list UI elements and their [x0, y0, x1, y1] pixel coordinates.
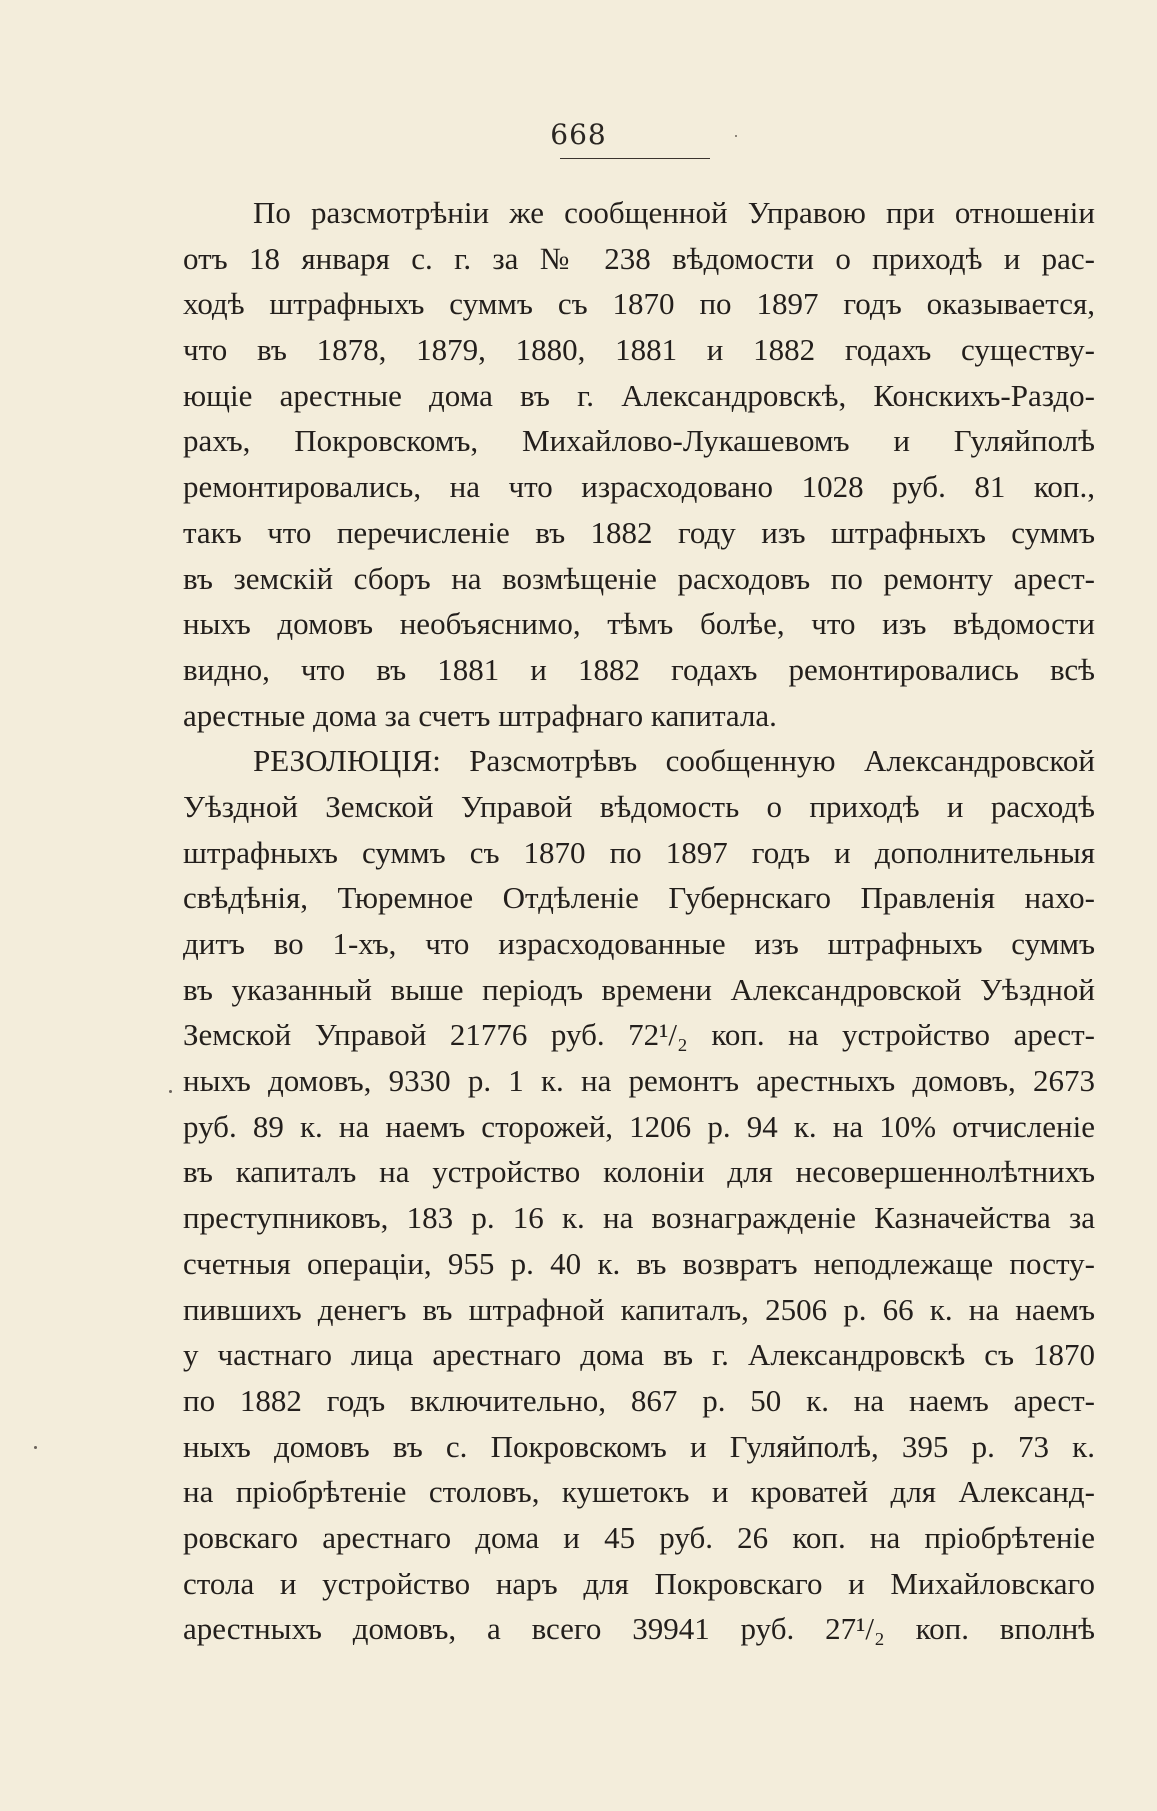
- text-line: отъ 18 января с. г. за № 238 вѣдомости о приходѣ и рас-: [183, 240, 1095, 276]
- paper-speck: [169, 1090, 172, 1093]
- text-line: пившихъ денегъ въ штрафной капиталъ, 2506 р. 66 к. на наемъ: [183, 1291, 1095, 1327]
- text-line: въ капиталъ на устройство колоніи для несовершеннолѣтнихъ: [183, 1154, 1095, 1190]
- text-line: дитъ во 1-хъ, что израсходованные изъ штрафныхъ суммъ: [183, 926, 1095, 961]
- text-line: ющіе арестные дома въ г. Александровскѣ, Конскихъ-Раздо-: [183, 377, 1095, 413]
- text-line: стола и устройство наръ для Покровскаго и Михайловскаго: [183, 1565, 1095, 1601]
- text-line: на пріобрѣтеніе столовъ, кушетокъ и кроватей для Александ-: [183, 1474, 1095, 1510]
- text-line: рахъ, Покровскомъ, Михайлово-Лукашевомъ и Гуляйполѣ: [183, 423, 1095, 459]
- text-line: счетныя операціи, 955 р. 40 к. въ возвратъ неподлежаще посту-: [183, 1245, 1095, 1281]
- text-line: видно, что въ 1881 и 1882 годахъ ремонтировались всѣ: [183, 651, 1095, 687]
- header-rule: [560, 158, 710, 159]
- text-line: свѣдѣнія, Тюремное Отдѣленіе Губернскаго Правленія нахо-: [183, 880, 1095, 916]
- text-line: въ указанный выше періодъ времени Александровской Уѣздной: [183, 971, 1095, 1007]
- text-line: что въ 1878, 1879, 1880, 1881 и 1882 годахъ существу-: [183, 332, 1095, 368]
- paper-speck: [34, 1446, 37, 1449]
- text-line: По разсмотрѣніи же сообщенной Управою при отношеніи: [253, 195, 1095, 230]
- paper-speck: [735, 135, 737, 137]
- text-line: такъ что перечисленіе въ 1882 году изъ штрафныхъ суммъ: [183, 514, 1095, 550]
- text-line: у частнаго лица арестнаго дома въ г. Александровскѣ съ 1870: [183, 1337, 1095, 1373]
- text-line: руб. 89 к. на наемъ сторожей, 1206 р. 94 к. на 10% отчисленіе: [183, 1108, 1095, 1144]
- resolution-heading-line: РЕЗОЛЮЦІЯ: Разсмотрѣвъ сообщенную Александровской: [253, 743, 1095, 779]
- text-line: штрафныхъ суммъ съ 1870 по 1897 годъ и дополнительныя: [183, 834, 1095, 870]
- text-line: преступниковъ, 183 р. 16 к. на вознагражденіе Казначейства за: [183, 1200, 1095, 1236]
- text-line: ныхъ домовъ въ с. Покровскомъ и Гуляйполѣ, 395 р. 73 к.: [183, 1428, 1095, 1464]
- page-number: 668: [550, 118, 607, 151]
- text-line: арестныхъ домовъ, а всего 39941 руб. 27¹/₂ коп. вполнѣ: [183, 1611, 1095, 1647]
- text-line: арестные дома за счетъ штрафнаго капитала.: [183, 697, 777, 733]
- text-line: ровскаго арестнаго дома и 45 руб. 26 коп. на пріобрѣтеніе: [183, 1519, 1095, 1555]
- text-line: ныхъ домовъ необъяснимо, тѣмъ болѣе, что изъ вѣдомости: [183, 606, 1095, 642]
- text-line: въ земскій сборъ на возмѣщеніе расходовъ по ремонту арест-: [183, 560, 1095, 596]
- text-line: ныхъ домовъ, 9330 р. 1 к. на ремонтъ арестныхъ домовъ, 2673: [183, 1063, 1095, 1099]
- text-line: Земской Управой 21776 руб. 72¹/₂ коп. на устройство арест-: [183, 1017, 1095, 1053]
- text-line: ремонтировались, на что израсходовано 1028 руб. 81 коп.,: [183, 469, 1095, 505]
- text-line: ходѣ штрафныхъ суммъ съ 1870 по 1897 годъ оказывается,: [183, 286, 1095, 322]
- text-line: по 1882 годъ включительно, 867 р. 50 к. на наемъ арест-: [183, 1382, 1095, 1418]
- body-text: [183, 190, 1095, 1652]
- text-line: Уѣздной Земской Управой вѣдомость о приходѣ и расходѣ: [183, 788, 1095, 824]
